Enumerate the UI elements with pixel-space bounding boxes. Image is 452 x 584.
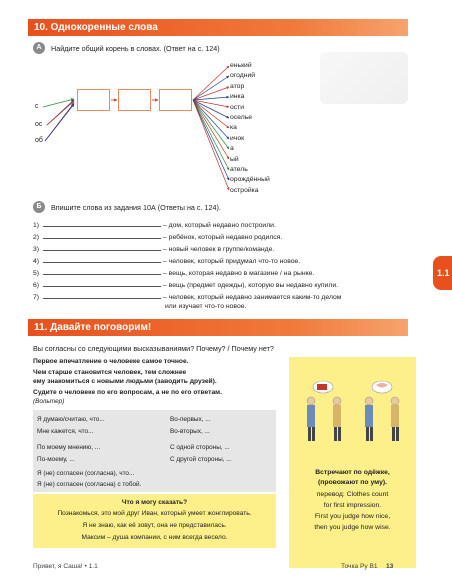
example-line: Я не знаю, как её зовут, она не представилась. xyxy=(82,522,227,529)
phrase: Во-первых, ... xyxy=(170,416,211,423)
phrase: С одной стороны, ... xyxy=(170,444,230,451)
fill-row-7-continued: или изучает что-то новое. xyxy=(165,303,247,310)
root-box-1[interactable] xyxy=(77,89,110,111)
task-b-instruction: Впишите слова из задания 10А (Ответы на с. 124). xyxy=(51,203,221,212)
suffix-item: огодний xyxy=(230,72,256,80)
answer-blank[interactable] xyxy=(43,255,161,263)
task-b-badge: Б xyxy=(33,201,45,213)
prefix-os: ос xyxy=(35,121,43,128)
fill-row-1: 1) – дом, который недавно построили. xyxy=(33,219,276,229)
prefix-s: с xyxy=(35,103,39,110)
answer-blank[interactable] xyxy=(43,267,161,275)
suffix-item: орождённый xyxy=(230,176,270,184)
prefix-ob: об xyxy=(35,137,43,144)
phrase: Я (не) согласен (согласна), что... xyxy=(37,470,135,477)
answer-blank[interactable] xyxy=(43,243,161,251)
suffix-item: остройка xyxy=(230,186,259,194)
suffix-item: ка xyxy=(230,124,237,132)
translation-line: for first impression. xyxy=(323,502,382,509)
fill-row-6: 6) – вещь (предмет одежды), которую вы недавно купили. xyxy=(33,279,338,289)
phrase: По моему мнению, ... xyxy=(37,444,101,451)
quote-first-impression: Первое впечатление о человеке самое точное. xyxy=(33,358,189,365)
quote-voltaire: Судите о человеке по его вопросам, а не по его ответам. xyxy=(33,389,222,396)
suffix-item: атель xyxy=(230,166,248,174)
suffix-item: а xyxy=(230,145,234,153)
answer-blank[interactable] xyxy=(43,219,161,227)
faded-decoration xyxy=(320,52,408,104)
suffix-list xyxy=(230,61,270,196)
suffix-item: ости xyxy=(230,103,245,111)
quote-older-line-2: ему знакомиться с новыми людьми (заводить друзей). xyxy=(33,378,217,385)
proverb-illustration xyxy=(289,357,416,457)
answer-blank[interactable] xyxy=(43,231,161,239)
fill-row-5: 5) – вещь, которая недавно в магазине / на рынке. xyxy=(33,267,314,277)
phrase: Я (не) согласен (согласна) с тобой. xyxy=(37,481,142,488)
root-box-2[interactable] xyxy=(118,89,151,111)
section-11-header: 11. Давайте поговорим! xyxy=(28,319,408,336)
section-10-header: 10. Однокоренные слова xyxy=(28,19,408,36)
example-line: Познакомься, это мой друг Иван, который умеет жонглировать. xyxy=(57,510,252,517)
page-number: 13 xyxy=(386,563,394,570)
phrase: Мне кажется, что... xyxy=(37,428,94,435)
unit-side-tab: 1.1 xyxy=(433,256,452,290)
discussion-question: Вы согласны со следующими высказываниями? Почему? / Почему нет? xyxy=(33,344,274,353)
example-line: Максим – душа компании, с ним всегда весело. xyxy=(81,534,228,541)
suffix-item: енький xyxy=(230,62,252,69)
fill-row-4: 4) – человек, который придумал что-то новое. xyxy=(33,255,300,265)
quote-older-line-1: Чем старше становится человек, тем сложнее xyxy=(33,369,187,376)
phrase: Я думаю/считаю, что... xyxy=(37,416,105,423)
phrase: С другой стороны, ... xyxy=(170,456,232,463)
suffix-item: ичок xyxy=(230,134,245,142)
translation-line: перевод: Clothes count xyxy=(316,491,389,498)
phrase: По-моему, ... xyxy=(37,456,75,463)
task-a-instruction: Найдите общий корень в словах. (Ответ на с. 124) xyxy=(51,44,220,53)
fill-row-2: 2) – ребёнок, который недавно родился. xyxy=(33,231,282,241)
answer-blank[interactable] xyxy=(43,291,161,299)
fill-row-7: 7) – человек, который недавно занимается каким-то делом xyxy=(33,291,341,301)
proverb-line-2: (провожают по уму). xyxy=(317,479,388,486)
fill-row-3: 3) – новый человек в группе/команде. xyxy=(33,243,274,253)
suffix-item: оселье xyxy=(230,114,253,122)
footer-left: Привет, я Саша! • 1.1 xyxy=(33,563,98,570)
quote-author: (Вольтер) xyxy=(33,398,65,405)
what-can-i-say-title: Что я могу сказать? xyxy=(121,499,188,506)
footer-book-title: Точка Ру В1 xyxy=(341,563,378,570)
suffix-item: инка xyxy=(230,93,245,101)
task-a-badge: А xyxy=(33,42,45,54)
suffix-item: атор xyxy=(230,82,245,90)
answer-blank[interactable] xyxy=(43,279,161,287)
proverb-line-1: Встречают по одёжке, xyxy=(315,469,390,476)
suffix-item: ый xyxy=(230,155,239,163)
translation-line: then you judge how wise. xyxy=(314,524,391,531)
root-box-3[interactable] xyxy=(159,89,192,111)
translation-line: First you judge how nice, xyxy=(314,513,391,520)
phrase: Во-вторых, ... xyxy=(170,428,210,435)
